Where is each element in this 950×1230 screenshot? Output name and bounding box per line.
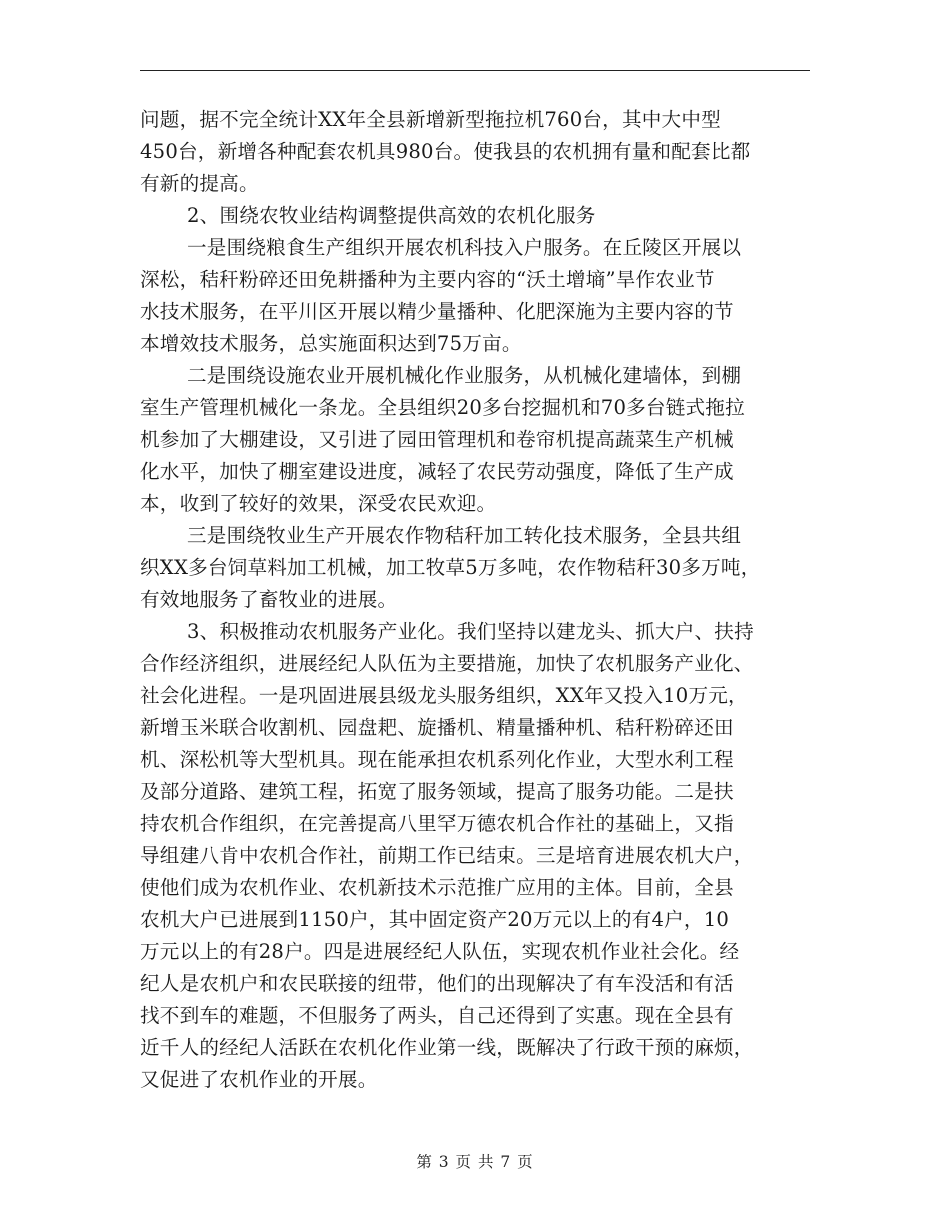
text-line: 合作经济组织，进展经纪人队伍为主要措施，加快了农机服务产业化、 [140,652,754,675]
text-line: 有效地服务了畜牧业的进展。 [140,588,398,611]
text-line: 一是围绕粮食生产组织开展农机科技入户服务。在丘陵区开展以 [187,236,742,259]
text-line: 化水平，加快了棚室建设进度，减轻了农民劳动强度，降低了生产成 [140,460,734,483]
header-rule [140,70,810,71]
text-line: 机、深松机等大型机具。现在能承担农机系列化作业，大型水利工程 [140,748,734,771]
text-line: 织XX多台饲草料加工机械，加工牧草5万多吨，农作物秸秆30多万吨， [140,556,761,579]
text-line: 有新的提高。 [140,172,259,195]
text-line: 又促进了农机作业的开展。 [140,1068,378,1091]
text-line: 持农机合作组织，在完善提高八里罕万德农机合作社的基础上，又指 [140,812,734,835]
text-line: 三是围绕牧业生产开展农作物秸秆加工转化技术服务，全县共组 [187,524,742,547]
text-line: 水技术服务，在平川区开展以精少量播种、化肥深施为主要内容的节 [140,300,734,323]
text-line: 3、积极推动农机服务产业化。我们坚持以建龙头、抓大户、扶持 [187,620,754,643]
text-line: 本，收到了较好的效果，深受农民欢迎。 [140,492,497,515]
text-line: 450台，新增各种配套农机具980台。使我县的农机拥有量和配套比都 [140,140,751,163]
text-line: 找不到车的难题，不但服务了两头，自己还得到了实惠。现在全县有 [140,1004,734,1027]
text-line: 导组建八肯中农机合作社，前期工作已结束。三是培育进展农机大户， [140,844,754,867]
text-line: 问题，据不完全统计XX年全县新增新型拖拉机760台，其中大中型 [140,108,721,131]
text-line: 农机大户已进展到1150户，其中固定资产20万元以上的有4户，10 [140,908,730,931]
text-line: 使他们成为农机作业、农机新技术示范推广应用的主体。目前，全县 [140,876,734,899]
text-line: 2、围绕农牧业结构调整提供高效的农机化服务 [187,204,596,227]
text-line: 及部分道路、建筑工程，拓宽了服务领域，提高了服务功能。二是扶 [140,780,734,803]
page-footer [0,1150,950,1172]
page-number: 第 3 页 共 7 页 [416,1153,534,1171]
text-line: 室生产管理机械化一条龙。全县组织20多台挖掘机和70多台链式拖拉 [140,396,745,419]
text-line: 纪人是农机户和农民联接的纽带，他们的出现解决了有车没活和有活 [140,972,734,995]
document-body [140,104,812,1096]
text-line: 深松，秸秆粉碎还田免耕播种为主要内容的“沃土增墒”旱作农业节 [140,268,715,291]
text-line: 机参加了大棚建设，又引进了园田管理机和卷帘机提高蔬菜生产机械 [140,428,734,451]
text-line: 二是围绕设施农业开展机械化作业服务，从机械化建墙体，到棚 [187,364,742,387]
text-line: 新增玉米联合收割机、园盘耙、旋播机、精量播种机、秸秆粉碎还田 [140,716,734,739]
text-line: 近千人的经纪人活跃在农机化作业第一线，既解决了行政干预的麻烦， [140,1036,754,1059]
text-line: 万元以上的有28户。四是进展经纪人队伍，实现农机作业社会化。经 [140,940,740,963]
text-line: 本增效技术服务，总实施面积达到75万亩。 [140,332,522,355]
text-line: 社会化进程。一是巩固进展县级龙头服务组织，XX年又投入10万元， [140,684,748,707]
